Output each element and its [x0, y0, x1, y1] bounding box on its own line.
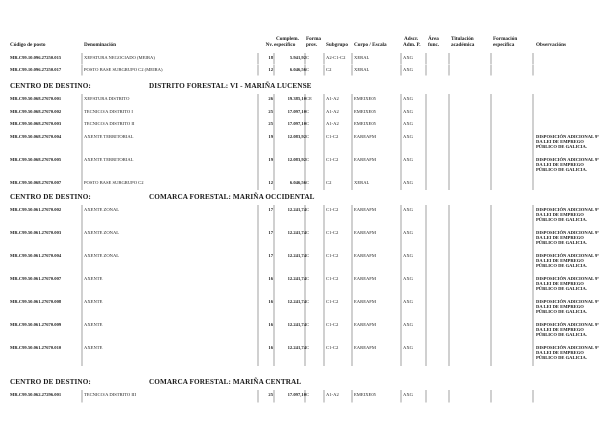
cell-fp: C: [306, 392, 310, 397]
cell-comp: 12.241,74: [287, 276, 306, 281]
cell-nv: 19: [268, 156, 273, 162]
cell-code: MR.C99.50.068.27670.001: [10, 96, 62, 101]
header-complem-2: específico: [274, 42, 296, 48]
cell-name: AXENTE ZONAL: [84, 253, 120, 258]
cell-corp: EAREAFM: [354, 276, 376, 281]
cell-observacions: DISPOSICIÓN ADICIONAL 9ª: [536, 276, 599, 281]
table-header: [0, 37, 615, 51]
cell-adsc: AXG: [403, 207, 413, 212]
cell-code: MR.C99.50.061.27670.008: [10, 299, 62, 304]
cell-fp: C: [306, 121, 310, 126]
cell-comp: 12.241,74: [287, 322, 306, 327]
header-forma-1: Forma: [306, 36, 321, 42]
cell-nv: 12: [268, 179, 273, 185]
cell-code: MR.C99.10.096.27250.017: [10, 66, 62, 72]
header-nv: Nv.: [265, 42, 273, 48]
cell-comp: 12.083,92: [287, 133, 306, 139]
cell-code: MR.C99.50.061.27670.007: [10, 276, 62, 281]
cell-corp: EAREAFM: [354, 156, 376, 162]
cell-fp: C: [306, 345, 310, 350]
cell-observacions: DA LEI DE EMPREGO: [536, 350, 584, 356]
cell-observacions: PÚBLICO DE GALICIA.: [536, 286, 587, 292]
cell-sub: C1-C2: [326, 276, 339, 281]
cell-nv: 19: [268, 133, 273, 139]
cell-fp: C: [306, 299, 310, 304]
cell-adsc: AXG: [403, 66, 413, 72]
header-subgrupo: Subgrupo: [326, 42, 348, 48]
cell-name: AXENTE ZONAL: [84, 207, 120, 212]
cell-corp: EAREAFM: [354, 345, 376, 350]
cell-observacions: DA LEI DE EMPREGO: [536, 258, 584, 264]
cell-sub: C1-C2: [326, 345, 339, 350]
cell-name: TECNICO/A DISTRITO III: [84, 392, 136, 397]
cell-name: XEFATURA DISTRITO: [84, 96, 130, 101]
cell-code: MR.C99.50.068.27670.003: [10, 121, 62, 126]
header-formacion-1: Formación: [493, 36, 518, 42]
cell-corp: EMEIXE05: [354, 392, 376, 397]
cell-nv: 26: [268, 96, 273, 101]
cell-observacions: DISPOSICIÓN ADICIONAL 9ª: [536, 345, 599, 350]
cell-adsc: AXG: [403, 55, 413, 60]
cell-corp: XERAL: [354, 179, 370, 185]
cell-adsc: AXG: [403, 133, 413, 139]
cell-name: XEFATURA NEGOCIADO (MEIRA): [84, 55, 155, 60]
cell-observacions: DA LEI DE EMPREGO: [536, 304, 584, 310]
cell-observacions: PÚBLICO DE GALICIA.: [536, 309, 587, 315]
cell-observacions: PÚBLICO DE GALICIA.: [536, 355, 587, 361]
cell-observacions: DA LEI DE EMPREGO: [536, 327, 584, 333]
cell-code: MR.C99.50.061.27670.010: [10, 345, 62, 350]
cell-corp: EAREAFM: [354, 299, 376, 304]
section-label: CENTRO DE DESTINO:: [10, 193, 91, 201]
header-observacions: Observacións: [536, 42, 566, 48]
cell-code: MR.C99.50.061.27670.009: [10, 322, 62, 327]
cell-comp: 12.241,74: [287, 299, 306, 304]
cell-name: AXENTE ZONAL: [84, 230, 120, 235]
cell-comp: 12.083,92: [287, 156, 306, 162]
cell-code: MR.C99.50.061.27670.002: [10, 207, 62, 212]
cell-observacions: DA LEI DE EMPREGO: [536, 138, 584, 144]
cell-fp: C: [306, 108, 310, 114]
cell-corp: EMEIXE05: [354, 108, 376, 114]
cell-nv: 17: [268, 253, 273, 258]
cell-comp: 5.941,92: [289, 55, 306, 60]
cell-nv: 16: [268, 299, 273, 304]
cell-corp: EMEIXE05: [354, 96, 376, 101]
header-corpo: Corpo / Escala: [354, 42, 387, 48]
cell-nv: 25: [268, 108, 273, 114]
cell-sub: C1-C2: [326, 133, 339, 139]
cell-observacions: DA LEI DE EMPREGO: [536, 161, 584, 167]
cell-observacions: PÚBLICO DE GALICIA.: [536, 332, 587, 338]
cell-adsc: AXG: [403, 179, 413, 185]
header-titulacion-2: académica: [451, 42, 475, 48]
cell-observacions: DISPOSICIÓN ADICIONAL 9ª: [536, 299, 599, 304]
cell-corp: EAREAFM: [354, 230, 376, 235]
cell-observacions: DISPOSICIÓN ADICIONAL 9ª: [536, 253, 599, 258]
cell-sub: C1-C2: [326, 207, 339, 212]
header-forma-2: prov.: [306, 42, 318, 48]
header-name: Denominación: [84, 42, 116, 48]
section-destination: DISTRITO FORESTAL: VI - MARIÑA LUCENSE: [149, 82, 312, 90]
cell-nv: 16: [268, 322, 273, 327]
cell-adsc: AXG: [403, 108, 413, 114]
cell-adsc: AXG: [403, 345, 413, 350]
cell-comp: 19.385,10: [287, 96, 306, 101]
cell-comp: 17.097,10: [287, 121, 306, 126]
cell-corp: EAREAFM: [354, 322, 376, 327]
cell-code: MR.C99.50.061.27670.003: [10, 230, 62, 235]
cell-observacions: PÚBLICO DE GALICIA.: [536, 263, 587, 269]
cell-comp: 17.097,10: [287, 108, 306, 114]
cell-code: MR.C99.50.068.27670.005: [10, 156, 62, 162]
cell-observacions: DA LEI DE EMPREGO: [536, 235, 584, 241]
cell-code: MR.C99.10.096.27250.015: [10, 55, 62, 60]
cell-observacions: PÚBLICO DE GALICIA.: [536, 166, 587, 172]
cell-name: AXENTE: [84, 322, 103, 327]
header-titulacion-1: Titulación: [451, 36, 474, 42]
cell-code: MR.C99.50.061.27670.004: [10, 253, 62, 258]
cell-corp: XERAL: [354, 55, 370, 60]
cell-observacions: DISPOSICIÓN ADICIONAL 9ª: [536, 133, 599, 139]
cell-comp: 12.241,74: [287, 345, 306, 350]
header-adscr-1: Adscr.: [404, 36, 419, 42]
cell-nv: 17: [268, 230, 273, 235]
cell-corp: XERAL: [354, 66, 370, 72]
cell-fp: C: [306, 156, 310, 162]
cell-fp: C: [306, 322, 310, 327]
section-destination: COMARCA FORESTAL: MARIÑA CENTRAL: [149, 378, 302, 386]
cell-corp: EAREAFM: [354, 207, 376, 212]
cell-sub: C2: [326, 66, 332, 72]
cell-comp: 17.097,10: [287, 392, 306, 397]
cell-adsc: AXG: [403, 230, 413, 235]
header-area-2: func.: [428, 42, 440, 48]
cell-nv: 17: [268, 207, 273, 212]
cell-observacions: DISPOSICIÓN ADICIONAL 9ª: [536, 230, 599, 235]
cell-name: TECNICO/A DISTRITO I: [84, 108, 133, 114]
cell-sub: C1-C2: [326, 253, 339, 258]
cell-adsc: AXG: [403, 322, 413, 327]
cell-adsc: AXG: [403, 392, 413, 397]
cell-sub: A1-A2: [326, 108, 339, 114]
cell-sub: A2-C1-C2: [326, 55, 346, 60]
header-code: Código de posto: [10, 42, 46, 48]
cell-sub: A1-A2: [326, 121, 339, 126]
cell-sub: C1-C2: [326, 230, 339, 235]
cell-observacions: PÚBLICO DE GALICIA.: [536, 143, 587, 149]
cell-adsc: AXG: [403, 156, 413, 162]
cell-sub: C1-C2: [326, 322, 339, 327]
cell-fp: CE: [306, 96, 312, 101]
section-label: CENTRO DE DESTINO:: [10, 82, 91, 90]
cell-fp: C: [306, 230, 310, 235]
cell-comp: 6.046,56: [289, 179, 306, 185]
section-header: [10, 193, 610, 203]
cell-sub: C1-C2: [326, 156, 339, 162]
cell-name: AXENTE: [84, 276, 103, 281]
cell-comp: 12.241,74: [287, 230, 306, 235]
cell-fp: C: [306, 276, 310, 281]
cell-adsc: AXG: [403, 96, 413, 101]
cell-name: AXENTE TERRITORIAL: [84, 156, 134, 162]
cell-comp: 6.046,56: [289, 66, 306, 72]
header-complem-1: Complem.: [276, 36, 299, 42]
section-header: [10, 82, 610, 92]
cell-nv: 12: [268, 66, 273, 72]
cell-code: MR.C99.50.068.27670.007: [10, 179, 62, 185]
cell-code: MR.C99.50.062.27296.001: [10, 392, 62, 397]
cell-fp: C: [306, 253, 310, 258]
cell-observacions: DISPOSICIÓN ADICIONAL 9ª: [536, 156, 599, 162]
cell-adsc: AXG: [403, 121, 413, 126]
cell-fp: C: [306, 55, 310, 60]
section-label: CENTRO DE DESTINO:: [10, 378, 91, 386]
cell-name: AXENTE: [84, 299, 103, 304]
cell-observacions: DA LEI DE EMPREGO: [536, 281, 584, 287]
cell-adsc: AXG: [403, 276, 413, 281]
cell-nv: 16: [268, 345, 273, 350]
cell-comp: 12.241,74: [287, 253, 306, 258]
cell-name: POSTO BASE SUBGRUPO C2 (MEIRA): [84, 66, 163, 72]
cell-nv: 16: [268, 276, 273, 281]
section-destination: COMARCA FORESTAL: MARIÑA OCCIDENTAL: [149, 193, 315, 201]
cell-observacions: PÚBLICO DE GALICIA.: [536, 217, 587, 223]
cell-name: AXENTE TERRITORIAL: [84, 133, 134, 139]
cell-name: AXENTE: [84, 345, 103, 350]
cell-comp: 12.241,74: [287, 207, 306, 212]
cell-sub: C1-C2: [326, 299, 339, 304]
cell-sub: C2: [326, 179, 332, 185]
cell-corp: EAREAFM: [354, 133, 376, 139]
cell-adsc: AXG: [403, 253, 413, 258]
cell-fp: C: [306, 133, 310, 139]
cell-observacions: DA LEI DE EMPREGO: [536, 212, 584, 218]
header-area-1: Área: [428, 36, 439, 42]
cell-observacions: DISPOSICIÓN ADICIONAL 9ª: [536, 207, 599, 212]
cell-corp: EAREAFM: [354, 253, 376, 258]
cell-observacions: PÚBLICO DE GALICIA.: [536, 240, 587, 246]
cell-sub: A1-A2: [326, 96, 339, 101]
cell-fp: C: [306, 66, 310, 72]
cell-code: MR.C99.50.068.27670.004: [10, 133, 62, 139]
cell-observacions: DISPOSICIÓN ADICIONAL 9ª: [536, 322, 599, 327]
cell-fp: C: [306, 179, 310, 185]
cell-corp: EMEIXE05: [354, 121, 376, 126]
cell-name: TECNICO/A DISTRITO II: [84, 121, 135, 126]
cell-code: MR.C99.50.068.27670.002: [10, 108, 62, 114]
cell-nv: 25: [268, 392, 273, 397]
cell-adsc: AXG: [403, 299, 413, 304]
header-formacion-2: específica: [493, 42, 515, 48]
section-header: [10, 378, 610, 388]
cell-name: POSTO BASE SUBGRUPO C2: [84, 179, 144, 185]
cell-nv: 25: [268, 121, 273, 126]
cell-fp: C: [306, 207, 310, 212]
header-adscr-2: Adm. P.: [403, 42, 421, 48]
cell-nv: 18: [268, 55, 273, 60]
cell-sub: A1-A2: [326, 392, 339, 397]
